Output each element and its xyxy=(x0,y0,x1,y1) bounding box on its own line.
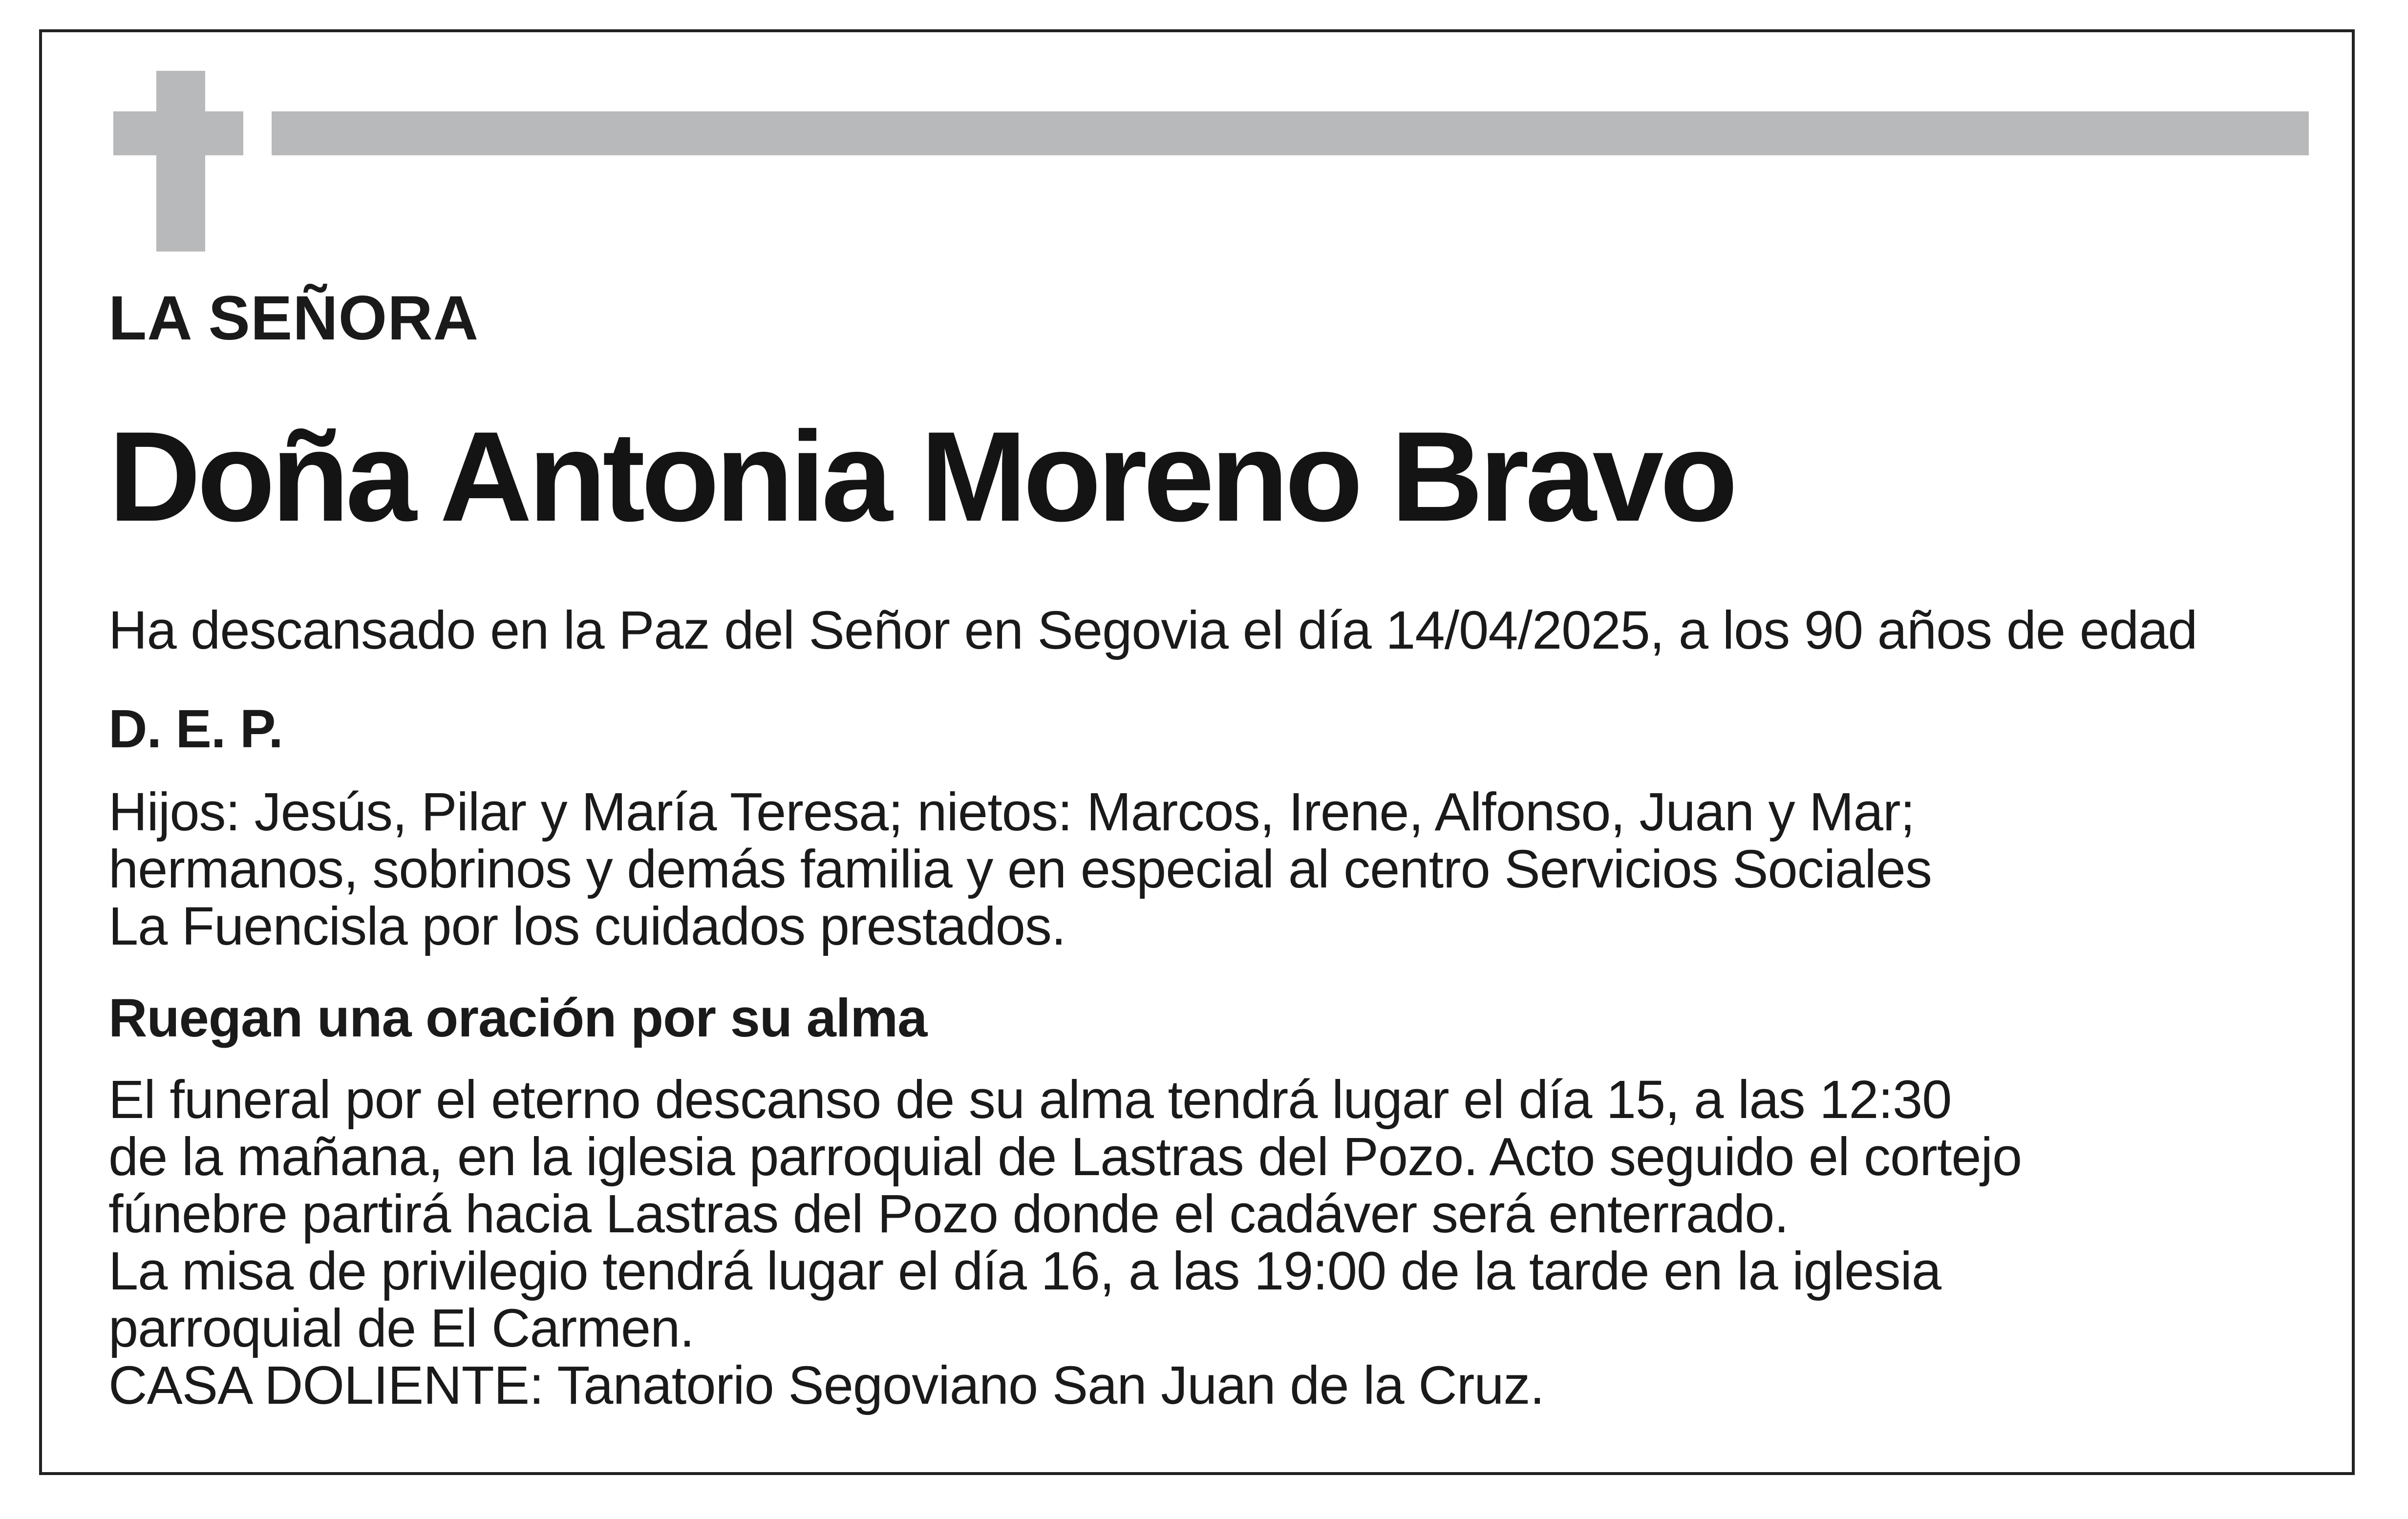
cross-icon-vertical xyxy=(156,71,205,252)
family-paragraph xyxy=(108,783,1932,955)
deceased-name: Doña Antonia Moreno Bravo xyxy=(108,405,1734,548)
service-line: de la mañana, en la iglesia parroquial de Lastras del Pozo. Acto seguido el cortejo xyxy=(108,1127,2022,1187)
service-line: parroquial de El Carmen. xyxy=(108,1298,694,1358)
family-line: hermanos, sobrinos y demás familia y en especial al centro Servicios Sociales xyxy=(108,839,1932,899)
header-rule xyxy=(272,111,2309,155)
service-line: El funeral por el eterno descanso de su alma tendrá lugar el día 15, a las 12:30 xyxy=(108,1070,1952,1130)
rip-text: D. E. P. xyxy=(108,699,283,759)
service-line: fúnebre partirá hacia Lastras del Pozo donde el cadáver será enterrado. xyxy=(108,1184,1789,1244)
title-prefix: LA SEÑORA xyxy=(108,283,479,353)
cross-icon-horizontal xyxy=(113,111,243,155)
family-line: Hijos: Jesús, Pilar y María Teresa; nietos: Marcos, Irene, Alfonso, Juan y Mar; xyxy=(108,782,1915,842)
announcement-text: Ha descansado en la Paz del Señor en Segovia el día 14/04/2025, a los 90 años de edad xyxy=(108,600,2197,660)
service-details-paragraph xyxy=(108,1071,2022,1414)
service-line: CASA DOLIENTE: Tanatorio Segoviano San Juan de la Cruz. xyxy=(108,1355,1545,1415)
service-line: La misa de privilegio tendrá lugar el día 16, a las 19:00 de la tarde en la iglesia xyxy=(108,1241,1941,1301)
prayer-request: Ruegan una oración por su alma xyxy=(108,988,927,1048)
family-line: La Fuencisla por los cuidados prestados. xyxy=(108,896,1066,956)
